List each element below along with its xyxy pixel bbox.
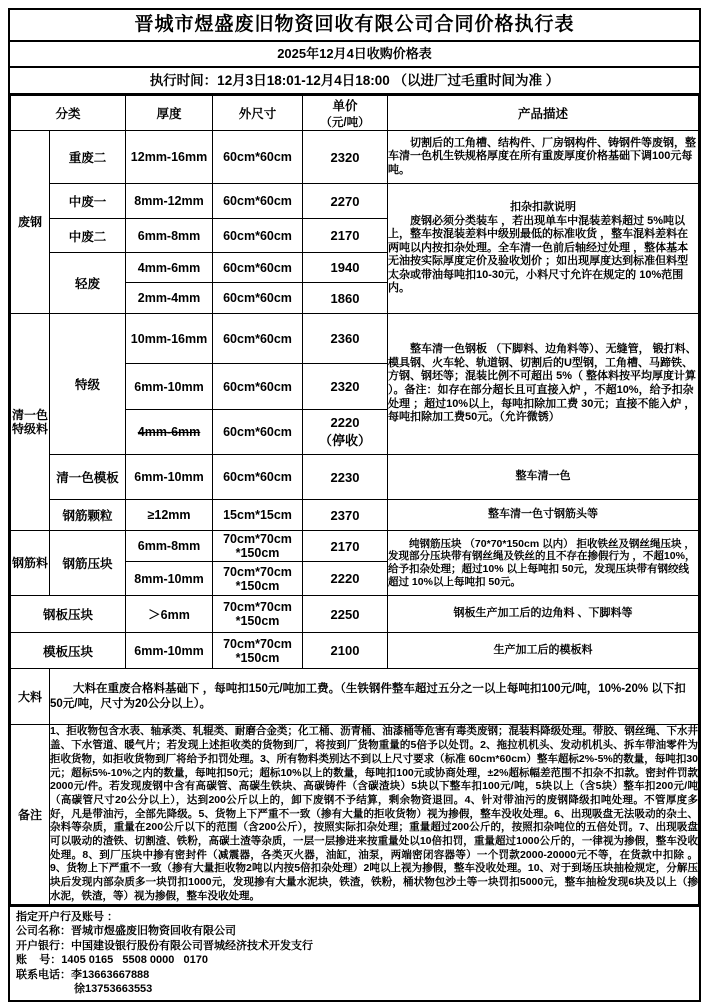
cell-thickness: 4mm-6mm xyxy=(126,253,213,283)
cell-price: 2270 xyxy=(303,184,388,219)
price-header-main: 单价 xyxy=(332,99,358,113)
footer-bank-label: 指定开户行及账号 ： xyxy=(16,911,119,923)
footer-bank-name: 开户银行：中国建设银行股份有限公司晋城经济技术开发支行 xyxy=(16,939,313,952)
cell-thickness: 6mm-10mm xyxy=(126,455,213,500)
cell-size: 60cm*60cm xyxy=(213,131,303,184)
deduction-text: 废钢必须分类装车 ，若出现单车中混装差料超过 5%吨以上，整车按混装差料中级别最低的标准收货 ，整车混料差料在两吨以内按扣杂处理。全车清一色前后轴经过处理 ，整体基本无油按实际厚度定价及验收划价 ；如出现厚度达到标准但料型太杂或带油每吨扣10-30元，小料尺寸允许在规定的 10%范围内。 xyxy=(388,214,689,295)
deduction-title: 扣杂扣款说明 xyxy=(510,200,576,213)
footer-phone-xu: 徐13753663553 xyxy=(74,983,153,996)
cell-size: 15cm*15cm xyxy=(213,500,303,531)
cell-size: 60cm*60cm xyxy=(213,184,303,219)
col-header-description: 产品描述 xyxy=(388,96,699,131)
footer-company-name: 公司名称：晋城市煜盛废旧物资回收有限公司 xyxy=(16,925,236,938)
cell-price: 2320 xyxy=(303,364,388,410)
desc-rebar-granule: 整车清一色寸钢筋头等 xyxy=(388,500,699,531)
cell-size: 60cm*60cm xyxy=(213,314,303,364)
table-row xyxy=(11,531,699,562)
desc-heavy-scrap: 切割后的工角槽、结构件、厂房钢构件、铸钢件等废钢，整车清一色机生铁规格厚度在所有重废厚度价格基础下调100元每吨。 xyxy=(388,131,699,184)
cell-thickness-suspended: 4mm-6mm xyxy=(126,410,213,455)
group-scrap-steel: 废钢 xyxy=(11,131,50,314)
cell-thickness: 8mm-12mm xyxy=(126,184,213,219)
desc-deduction-rules xyxy=(388,184,699,314)
subcat-medium1: 中废一 xyxy=(50,184,126,219)
table-row xyxy=(11,500,699,531)
cat-template-block: 模板压块 xyxy=(11,633,126,669)
col-header-size: 外尺寸 xyxy=(213,96,303,131)
cell-size: 60cm*60cm xyxy=(213,219,303,253)
subcat-uniform-template: 清一色模板 xyxy=(50,455,126,500)
cell-thickness: 12mm-16mm xyxy=(126,131,213,184)
cell-thickness: 2mm-4mm xyxy=(126,283,213,314)
cell-thickness: 10mm-16mm xyxy=(126,314,213,364)
table-row xyxy=(11,455,699,500)
cell-price: 2100 xyxy=(303,633,388,669)
table-row xyxy=(11,184,699,219)
desc-special: 整车清一色钢板 （下脚料、边角料等）、无缝管， 锻打料、模具钢、火车轮、轨道钢、切割后的U型钢，工角槽、马蹄铁、方钢、钢坯等；混装比例不可超出 5%（ 整体料按平均厚度计算 ）。备注：如存在部分超长且可直接入炉 ，不超10%，给予扣杂处理 ；超过10%以上，每吨扣除加工费 30元；直接不能入炉 ，每吨扣除加工费50元。（允许微锈） xyxy=(388,314,699,455)
label-big-material: 大料 xyxy=(11,669,50,725)
execution-time: 执行时间：12月3日18:01-12月4日18:00 （以进厂过毛重时间为准 ） xyxy=(10,68,699,95)
cell-price: 2170 xyxy=(303,531,388,562)
cell-price-suspended: 2220 （停收） xyxy=(303,410,388,455)
subcat-light: 轻废 xyxy=(50,253,126,314)
group-rebar: 钢筋料 xyxy=(11,531,50,596)
cell-price: 2370 xyxy=(303,500,388,531)
table-row xyxy=(11,725,699,905)
desc-plate-block: 钢板生产加工后的边角料 、下脚料等 xyxy=(388,596,699,633)
col-header-price xyxy=(303,96,388,131)
cell-thickness: 6mm-8mm xyxy=(126,219,213,253)
table-row xyxy=(11,669,699,725)
cell-thickness: 6mm-8mm xyxy=(126,531,213,562)
subcat-rebar-block: 钢筋压块 xyxy=(50,531,126,596)
table-row xyxy=(11,633,699,669)
cell-price: 2360 xyxy=(303,314,388,364)
cell-size: 60cm*60cm xyxy=(213,364,303,410)
cell-price: 2320 xyxy=(303,131,388,184)
col-header-thickness: 厚度 xyxy=(126,96,213,131)
cell-size: 70cm*70cm *150cm xyxy=(213,633,303,669)
cell-size: 70cm*70cm *150cm xyxy=(213,596,303,633)
cell-price: 1860 xyxy=(303,283,388,314)
cat-plate-block: 钢板压块 xyxy=(11,596,126,633)
subcat-special: 特级 xyxy=(50,314,126,455)
subcat-rebar-granule: 钢筋颗粒 xyxy=(50,500,126,531)
group-special: 清一色特级料 xyxy=(11,314,50,531)
desc-uniform-template: 整车清一色 xyxy=(388,455,699,500)
label-notes: 备注 xyxy=(11,725,50,905)
table-row xyxy=(11,596,699,633)
cell-price: 2250 xyxy=(303,596,388,633)
cell-size: 60cm*60cm xyxy=(213,283,303,314)
cell-price: 2170 xyxy=(303,219,388,253)
price-list-date-subtitle: 2025年12月4日收购价格表 xyxy=(10,42,699,68)
subcat-medium2: 中废二 xyxy=(50,219,126,253)
footer-bank-info xyxy=(10,905,699,1000)
footer-phone-li: 联系电话：李13663667888 xyxy=(16,968,150,981)
cell-thickness: 8mm-10mm xyxy=(126,562,213,596)
cell-price: 2230 xyxy=(303,455,388,500)
desc-template-block: 生产加工后的模板料 xyxy=(388,633,699,669)
table-row xyxy=(11,314,699,364)
cell-thickness: 6mm-10mm xyxy=(126,364,213,410)
price-suspended-note: （停收） xyxy=(319,433,372,448)
notes-text: 1、拒收物包含水表、轴承类、轧辊类、耐磨合金类；化工桶、沥青桶、油漆桶等危害有毒类废钢；混装料降级处理。带胶、钢丝绳、下水井盖、下水管道、暖气片；若发现上述拒收类的货物到厂，将按到厂货物重量的5倍予以处罚。2、拖拉机机头、发动机机头、拆车带油零件为拒收货物，如拒收货物到厂将给予扣罚处理。3、所有物料类别达不到以上尺寸要求（标准 60cm*60cm）整车超标2%-5%的数量，每吨扣30元；超标5%-10%之内的数量，每吨扣50元；超标10%以上的数量，每吨扣100元或协商处理，±2%超标幅差范围不扣杂不扣款。密封件罚款2000元/件。若发现废钢中含有高碳管、高碳生铁块、高碳铸件（含碳渣块）5块以下整车扣100元/吨，5块以上（含5块）整车扣200元/吨（高碳管尺寸20公分以上），达到200公斤以上的，卸下废钢不予结算，剩余物资退回。4、针对带油污的废钢降级扣吨处理。不管厚度多好，凡是带油污，全部先降级。5、货物上下严重不一致（掺有大量的拒收货物）视为掺假，整车没收处理。6、出现吸盘无法吸动的杂土、杂料等杂质，重量在200公斤以下的范围（含200公斤），按照实际扣杂处理；重量超过200公斤的，按照扣杂吨位的五倍处罚。7、出现吸盘可以吸动的渣铁、切割渣、铁粉，高碳土渣等杂质，一层一层掺进来按重量处以10倍扣罚，重量超过1000公斤的，一律视为掺假，整车没收处理。8、到厂压块中掺有密封件（减震器，各类灭火器，油缸，油泵，两端密闭容器等）一个罚款2000-20000元不等，在货款中扣除 。9、货物上下严重不一致（掺有大量拒收物2吨以内按5倍扣杂处理）2吨以上视为掺假，整车没收处理。10、对于到场压块抽检规定，分解压块后发现内部杂质多一块罚扣1000元，发现掺有大量水泥块，铁渣，铁粉，桶状物包沙土等一块罚扣5000元，整车抽检发现6块及以上（掺水泥，铁渣，等）视为掺假，整车没收处理。 xyxy=(50,725,699,905)
price-table xyxy=(10,95,699,905)
cell-size: 70cm*70cm *150cm xyxy=(213,531,303,562)
desc-rebar-block: 纯钢筋压块 （70*70*150cm 以内） 拒收铁丝及钢丝绳压块 ， 发现部分压块带有钢丝绳及铁丝的且不存在掺假行为 ，不超10%，给予扣杂处理；超过10% 以上每吨扣 50元，发现压块带有钢绞线超过 10%以上每吨扣 50元。 xyxy=(388,531,699,596)
cell-size: 60cm*60cm xyxy=(213,455,303,500)
cell-price: 1940 xyxy=(303,253,388,283)
table-row xyxy=(11,131,699,184)
price-header-unit: （元/吨） xyxy=(320,117,370,129)
cell-size: 60cm*60cm xyxy=(213,253,303,283)
cell-thickness: ≥12mm xyxy=(126,500,213,531)
cell-price: 2220 xyxy=(303,562,388,596)
cell-thickness: 6mm-10mm xyxy=(126,633,213,669)
cell-size: 70cm*70cm *150cm xyxy=(213,562,303,596)
page-title: 晋城市煜盛废旧物资回收有限公司合同价格执行表 xyxy=(10,10,699,42)
cell-size: 60cm*60cm xyxy=(213,410,303,455)
subcat-heavy2: 重废二 xyxy=(50,131,126,184)
col-header-category: 分类 xyxy=(11,96,126,131)
cell-thickness: ＞6mm xyxy=(126,596,213,633)
header-row xyxy=(11,96,699,131)
price-sheet xyxy=(8,8,701,1002)
footer-account-number: 账 号：1405 0165 5508 0000 0170 xyxy=(16,954,209,967)
desc-big-material: 大料在重废合格料基础下 ，每吨扣150元/吨加工费。（生铁钢件整车超过五分之一以上每吨扣100元/吨，10%-20% 以下扣50元/吨，尺寸为20公分以上）。 xyxy=(50,669,699,725)
